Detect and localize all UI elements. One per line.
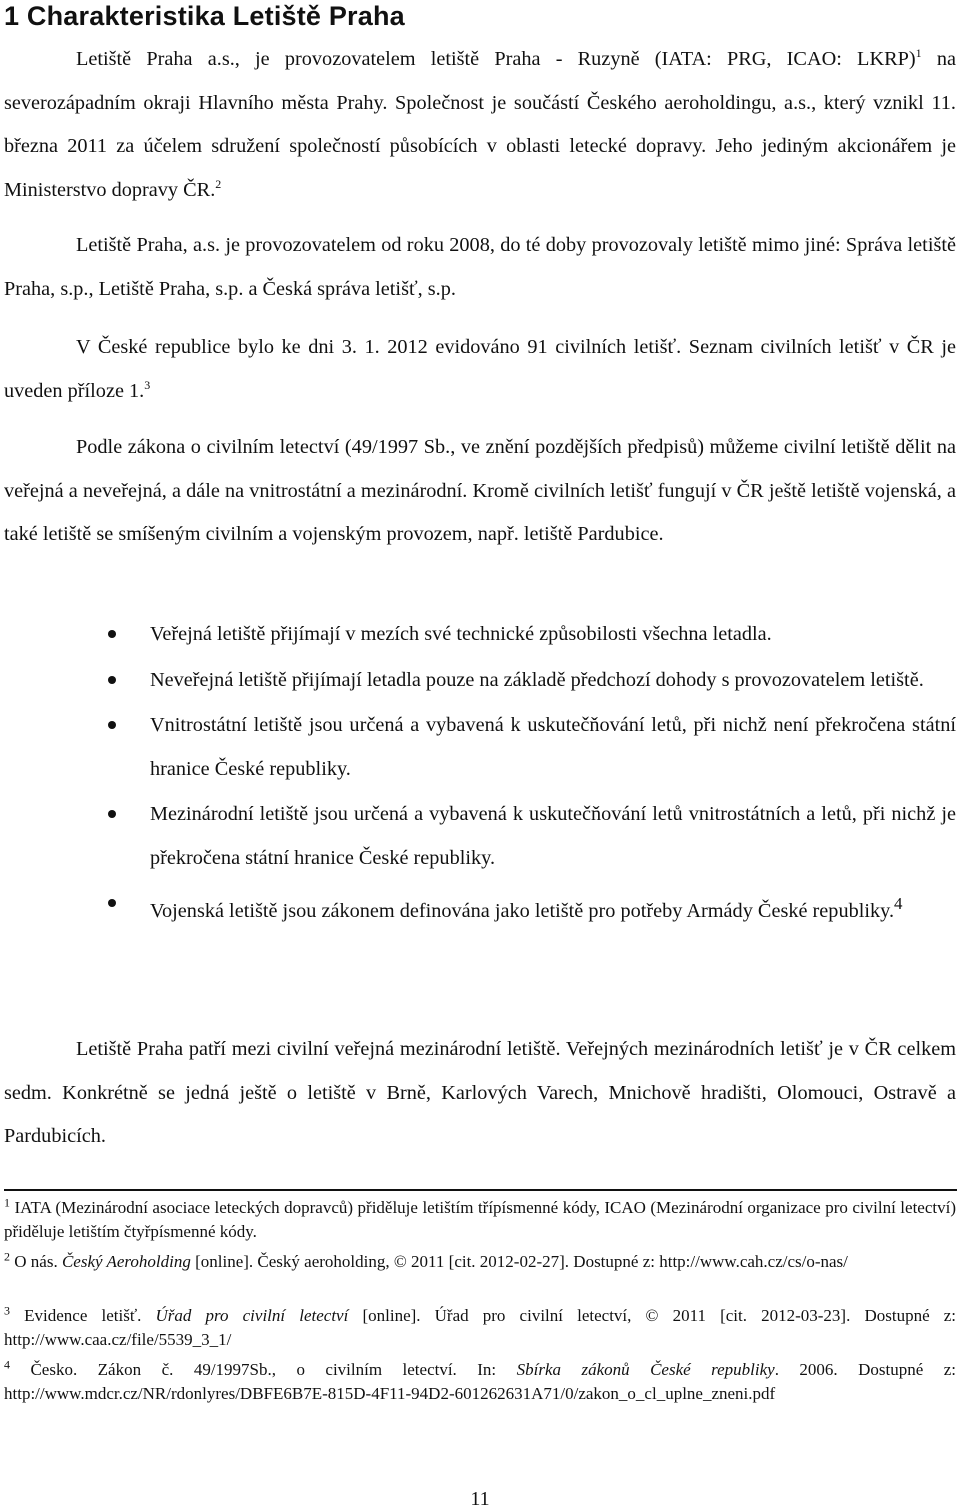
list-item-text: Vojenská letiště jsou zákonem definována jako letiště pro potřeby Armády České republiky.: [150, 899, 895, 922]
bullet-icon: [108, 676, 116, 684]
footnote-separator: [4, 1189, 957, 1191]
footnote-text: [online]. Úřad pro civilní letectví, © 2011 [cit. 2012-03-23]. Dostupné z: http://www.caa.cz/file/5539_3_1/: [4, 1306, 957, 1349]
bullet-icon: [108, 899, 116, 907]
list-item: [0, 704, 956, 791]
bullet-icon: [108, 810, 116, 818]
bullet-icon: [108, 721, 116, 729]
footnote-ref-2: 2: [215, 176, 222, 191]
footnote-text: Česko. Zákon č. 49/1997Sb., o civilním letectví. In:: [30, 1360, 517, 1379]
footnote-number: 1: [4, 1195, 10, 1210]
footnote-ref-3: 3: [144, 377, 151, 392]
footnote-2: [4, 1250, 956, 1274]
footnote-ref-4: 4: [894, 894, 903, 913]
footnote-number: 2: [4, 1249, 10, 1264]
section-heading: 1 Charakteristika Letiště Praha: [4, 1, 405, 31]
footnote-number: 3: [4, 1303, 10, 1318]
list-item: [0, 659, 956, 703]
footnote-title: Úřad pro civilní letectví: [155, 1306, 349, 1325]
list-item-text: Neveřejná letiště přijímají letadla pouze na základě předchozí dohody s provozovatelem letiště.: [150, 668, 924, 691]
footnote-ref-1: 1: [915, 46, 922, 61]
footnote-text: [online]. Český aeroholding, © 2011 [cit. 2012-02-27]. Dostupné z: http://www.cah.cz/cs/o-nas/: [190, 1252, 848, 1271]
footnote-text: Evidence letišť.: [24, 1306, 156, 1325]
paragraph-intro-text: Letiště Praha a.s., je provozovatelem letiště Praha - Ruzyně (IATA: PRG, ICAO: LKRP): [76, 48, 916, 70]
footnote-3: [4, 1304, 956, 1352]
footnote-1: [4, 1196, 956, 1244]
list-item: [0, 793, 956, 880]
footnote-text: O nás.: [14, 1252, 62, 1271]
paragraph-count-text: V České republice bylo ke dni 3. 1. 2012 evidováno 91 civilních letišť. Seznam civilních letišť v ČR je uveden příloze 1.: [4, 336, 956, 402]
paragraph-summary: Letiště Praha patří mezi civilní veřejná mezinárodní letiště. Veřejných mezinárodních letišť je v ČR celkem sedm. Konkrétně se jedná ještě o letiště v Brně, Karlových Varech, Mnichově hradišti, Olomouci, Ostravě a Pardubicích.: [4, 1038, 956, 1147]
list-item: [0, 613, 956, 657]
list-item-text: Veřejná letiště přijímají v mezích své technické způsobilosti všechna letadla.: [150, 623, 772, 645]
list-item-text: Mezinárodní letiště jsou určená a vybavená k uskutečňování letů vnitrostátních a letů, při nichž je překročena státní hranice České republiky.: [150, 803, 956, 869]
page-number: 11: [470, 1488, 490, 1510]
paragraph-law: Podle zákona o civilním letectví (49/1997 Sb., ve znění pozdějších předpisů) můžeme civilní letiště dělit na veřejná a neveřejná, a dále na vnitrostátní a mezinárodní. Kromě civilních letišť fungují v ČR ještě letiště vojenská, a také letiště se smíšeným civilním a vojenským provozem, např. letiště Pardubice.: [4, 436, 956, 545]
footnote-4: [4, 1358, 956, 1406]
paragraph-intro: [4, 38, 956, 212]
paragraph-count: [4, 326, 956, 413]
list-item: [0, 882, 956, 933]
footnote-text: IATA (Mezinárodní asociace leteckých dopravců) přiděluje letištím třípísmenné kódy, ICAO (Mezinárodní organizace pro civilní letectví) přiděluje letištím čtyřpísmenné kódy.: [4, 1198, 956, 1241]
list-item-text: Vnitrostátní letiště jsou určená a vybavená k uskutečňování letů, při nichž není překročena státní hranice České republiky.: [150, 714, 956, 780]
footnote-title: Český Aeroholding: [61, 1252, 191, 1271]
footnote-text: . 2006. Dostupné z: http://www.mdcr.cz/NR/rdonlyres/DBFE6B7E-815D-4F11-94D2-601262631A71/0/zakon_o_cl_uplne_zneni.pdf: [4, 1360, 956, 1403]
footnote-title: Sbírka zákonů České republiky: [516, 1360, 775, 1379]
airport-type-list: [0, 613, 956, 933]
paragraph-intro-text-cont: na severozápadním okraji Hlavního města Prahy. Společnost je součástí Českého aeroholdingu, a.s., který vznikl 11. března 2011 za účelem sdružení společností působících v oblasti letecké dopravy. Jeho jediným akcionářem je Ministerstvo dopravy ČR.: [4, 48, 957, 201]
footnote-number: 4: [4, 1357, 10, 1372]
paragraph-history: Letiště Praha, a.s. je provozovatelem od roku 2008, do té doby provozovaly letiště mimo jiné: Správa letiště Praha, s.p., Letiště Praha, s.p. a Česká správa letišť, s.p.: [4, 234, 956, 300]
bullet-icon: [108, 630, 116, 638]
